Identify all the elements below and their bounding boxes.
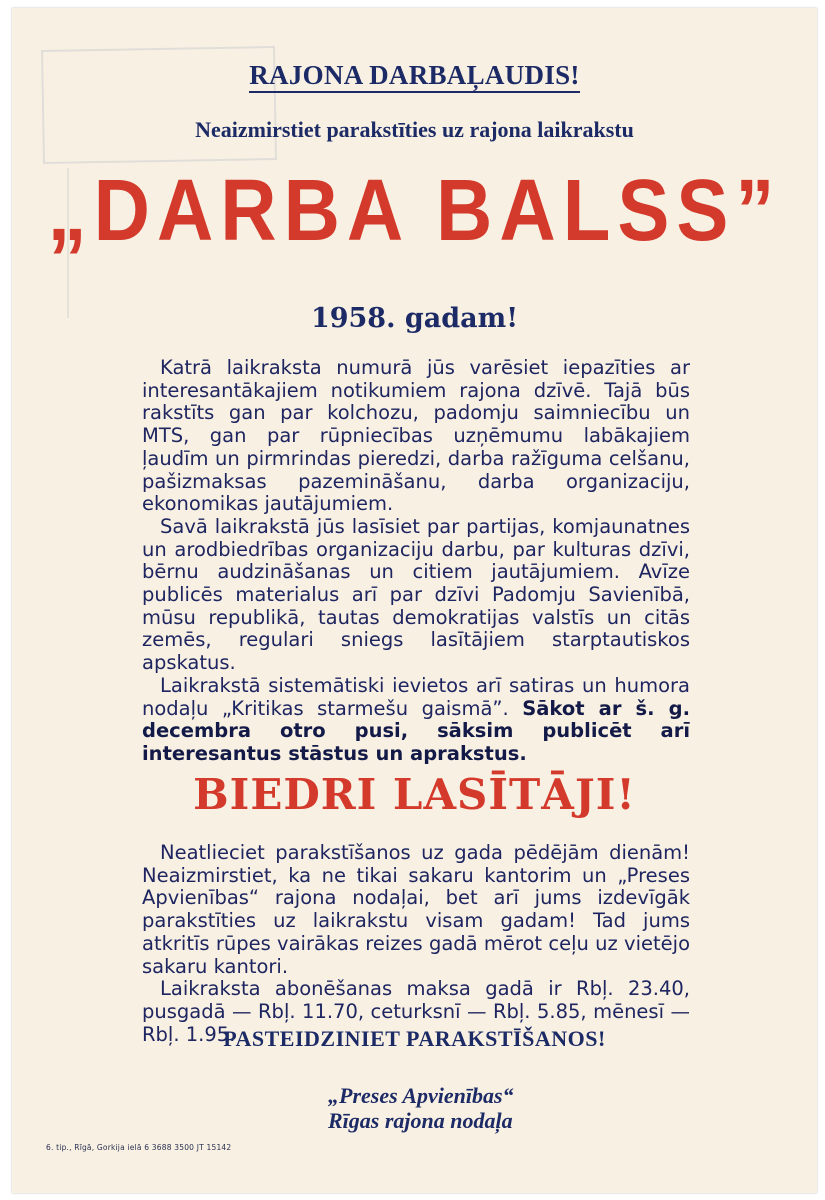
paragraph-2: Savā laikrakstā jūs lasīsiet par partijas, komjaunatnes un arodbiedrības organizaciju darbu, par kulturas dzīvi, bērnu audzināšanas un citiem jautājumiem. Avīze publicēs materialus arī par dzīvi Padomju Savienībā, mūsu republikā, tautas demokratijas valstīs un citās zemēs, regulari sniegs lasītājiem starptautiskos apskatus. <box>142 514 690 675</box>
signature-line-2: Rīgas rajona nodaļa <box>328 1108 513 1133</box>
paragraph-1: Katrā laikraksta numurā jūs varēsiet iepazīties ar interesantākajiem notikumiem rajona dzīvē. Tajā būs rakstīts gan par kolchozu, padomju saimniecību un MTS, gan par rūpniecības uzņēmumu labākajiem ļaudīm un pirmrindas pieredzi, darba ražīguma celšanu, pašizmaksas pazemināšanu, darba organizaciju, ekonomikas jautājumiem. <box>142 356 690 516</box>
year-line: 1958. gadam! <box>310 303 519 334</box>
paragraph-4: Neatlieciet parakstīšanos uz gada pēdējām dienām! Neaizmirstiet, ka ne tikai sakaru kantorim un „Preses Apvienības“ rajona nodaļai, bet arī jums izdevīgāk parakstīties uz laikrakstu visam gadam! Tad jums atkritīs rūpes vairākas reizes gadā mērot ceļu uz vietējo sakaru kantori. <box>142 841 690 978</box>
newspaper-title: „DARBA BALSS” <box>47 160 782 259</box>
printer-imprint: 6. tip., Rīgā, Gorkija ielā 6 3688 3500 JT 15142 <box>46 1143 232 1152</box>
paragraph-3-text: Laikrakstā sistemātiski ievietos arī satiras un humora nodaļu „Kritikas starmešu gaismā”. <box>142 673 690 720</box>
readers-heading: BIEDRI LASĪTĀJI! <box>193 770 636 819</box>
signature-line-1: „Preses Apvienības“ <box>328 1083 514 1108</box>
body-section-2 <box>142 842 690 1046</box>
signature <box>328 1083 514 1133</box>
call-to-action: PASTEIDZINIET PARAKSTĪŠANOS! <box>223 1026 606 1051</box>
paragraph-3-bold: Sākot ar š. g. decembra otro pusi, sāksim publicēt arī interesantus stāstus un aprakstus. <box>142 696 690 765</box>
paragraph-5: Laikraksta abonēšanas maksa gadā ir Rbļ. 23.40, pusgadā — Rbļ. 11.70, ceturksnī — Rbļ. 5.85, mēnesī — Rbļ. 1.95. <box>142 977 690 1046</box>
paragraph-3 <box>142 675 690 766</box>
body-section-1 <box>142 357 690 766</box>
headline <box>12 60 817 91</box>
subheadline: Neaizmirstiet parakstīties uz rajona laikrakstu <box>195 117 634 142</box>
headline-text: RAJONA DARBAĻAUDIS! <box>249 60 579 93</box>
poster-sheet <box>12 8 817 1193</box>
